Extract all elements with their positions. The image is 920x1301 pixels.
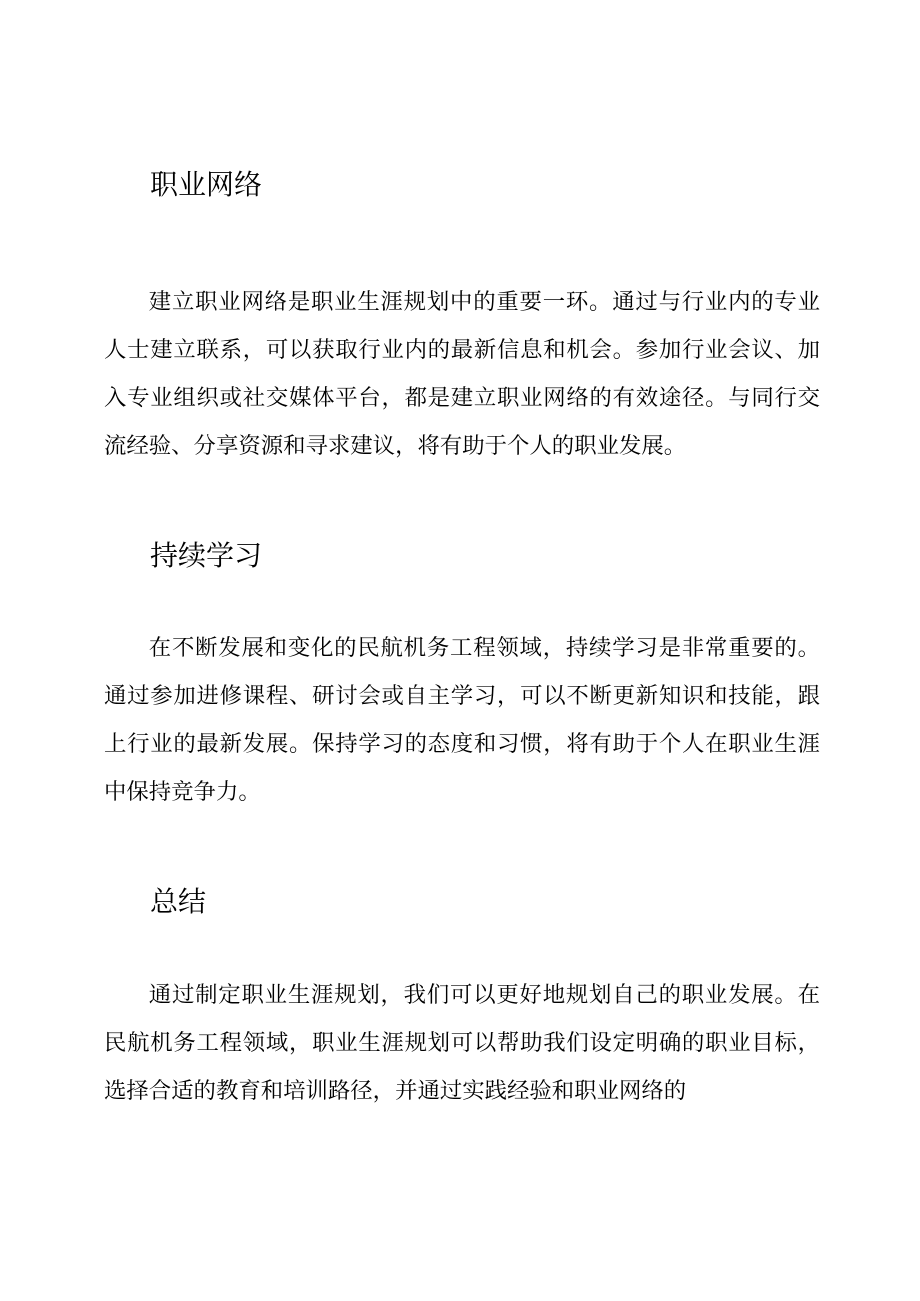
section-heading-continuous-learning: 持续学习 xyxy=(150,539,263,572)
section-paragraph-summary: 通过制定职业生涯规划，我们可以更好地规划自己的职业发展。在民航机务工程领域，职业生涯规划可以帮助我们设定明确的职业目标，选择合适的教育和培训路径，并通过实践经验和职业网络的 xyxy=(104,982,820,1104)
section-heading-summary: 总结 xyxy=(150,885,207,918)
section-paragraph-continuous-learning: 在不断发展和变化的民航机务工程领域，持续学习是非常重要的。通过参加进修课程、研讨会或自主学习，可以不断更新知识和技能，跟上行业的最新发展。保持学习的态度和习惯，将有助于个人在职业生涯中保持竞争力。 xyxy=(104,635,820,805)
section-heading-professional-network: 职业网络 xyxy=(150,168,263,201)
section-paragraph-professional-network: 建立职业网络是职业生涯规划中的重要一环。通过与行业内的专业人士建立联系，可以获取行业内的最新信息和机会。参加行业会议、加入专业组织或社交媒体平台，都是建立职业网络的有效途径。与同行交流经验、分享资源和寻求建议，将有助于个人的职业发展。 xyxy=(104,289,820,459)
